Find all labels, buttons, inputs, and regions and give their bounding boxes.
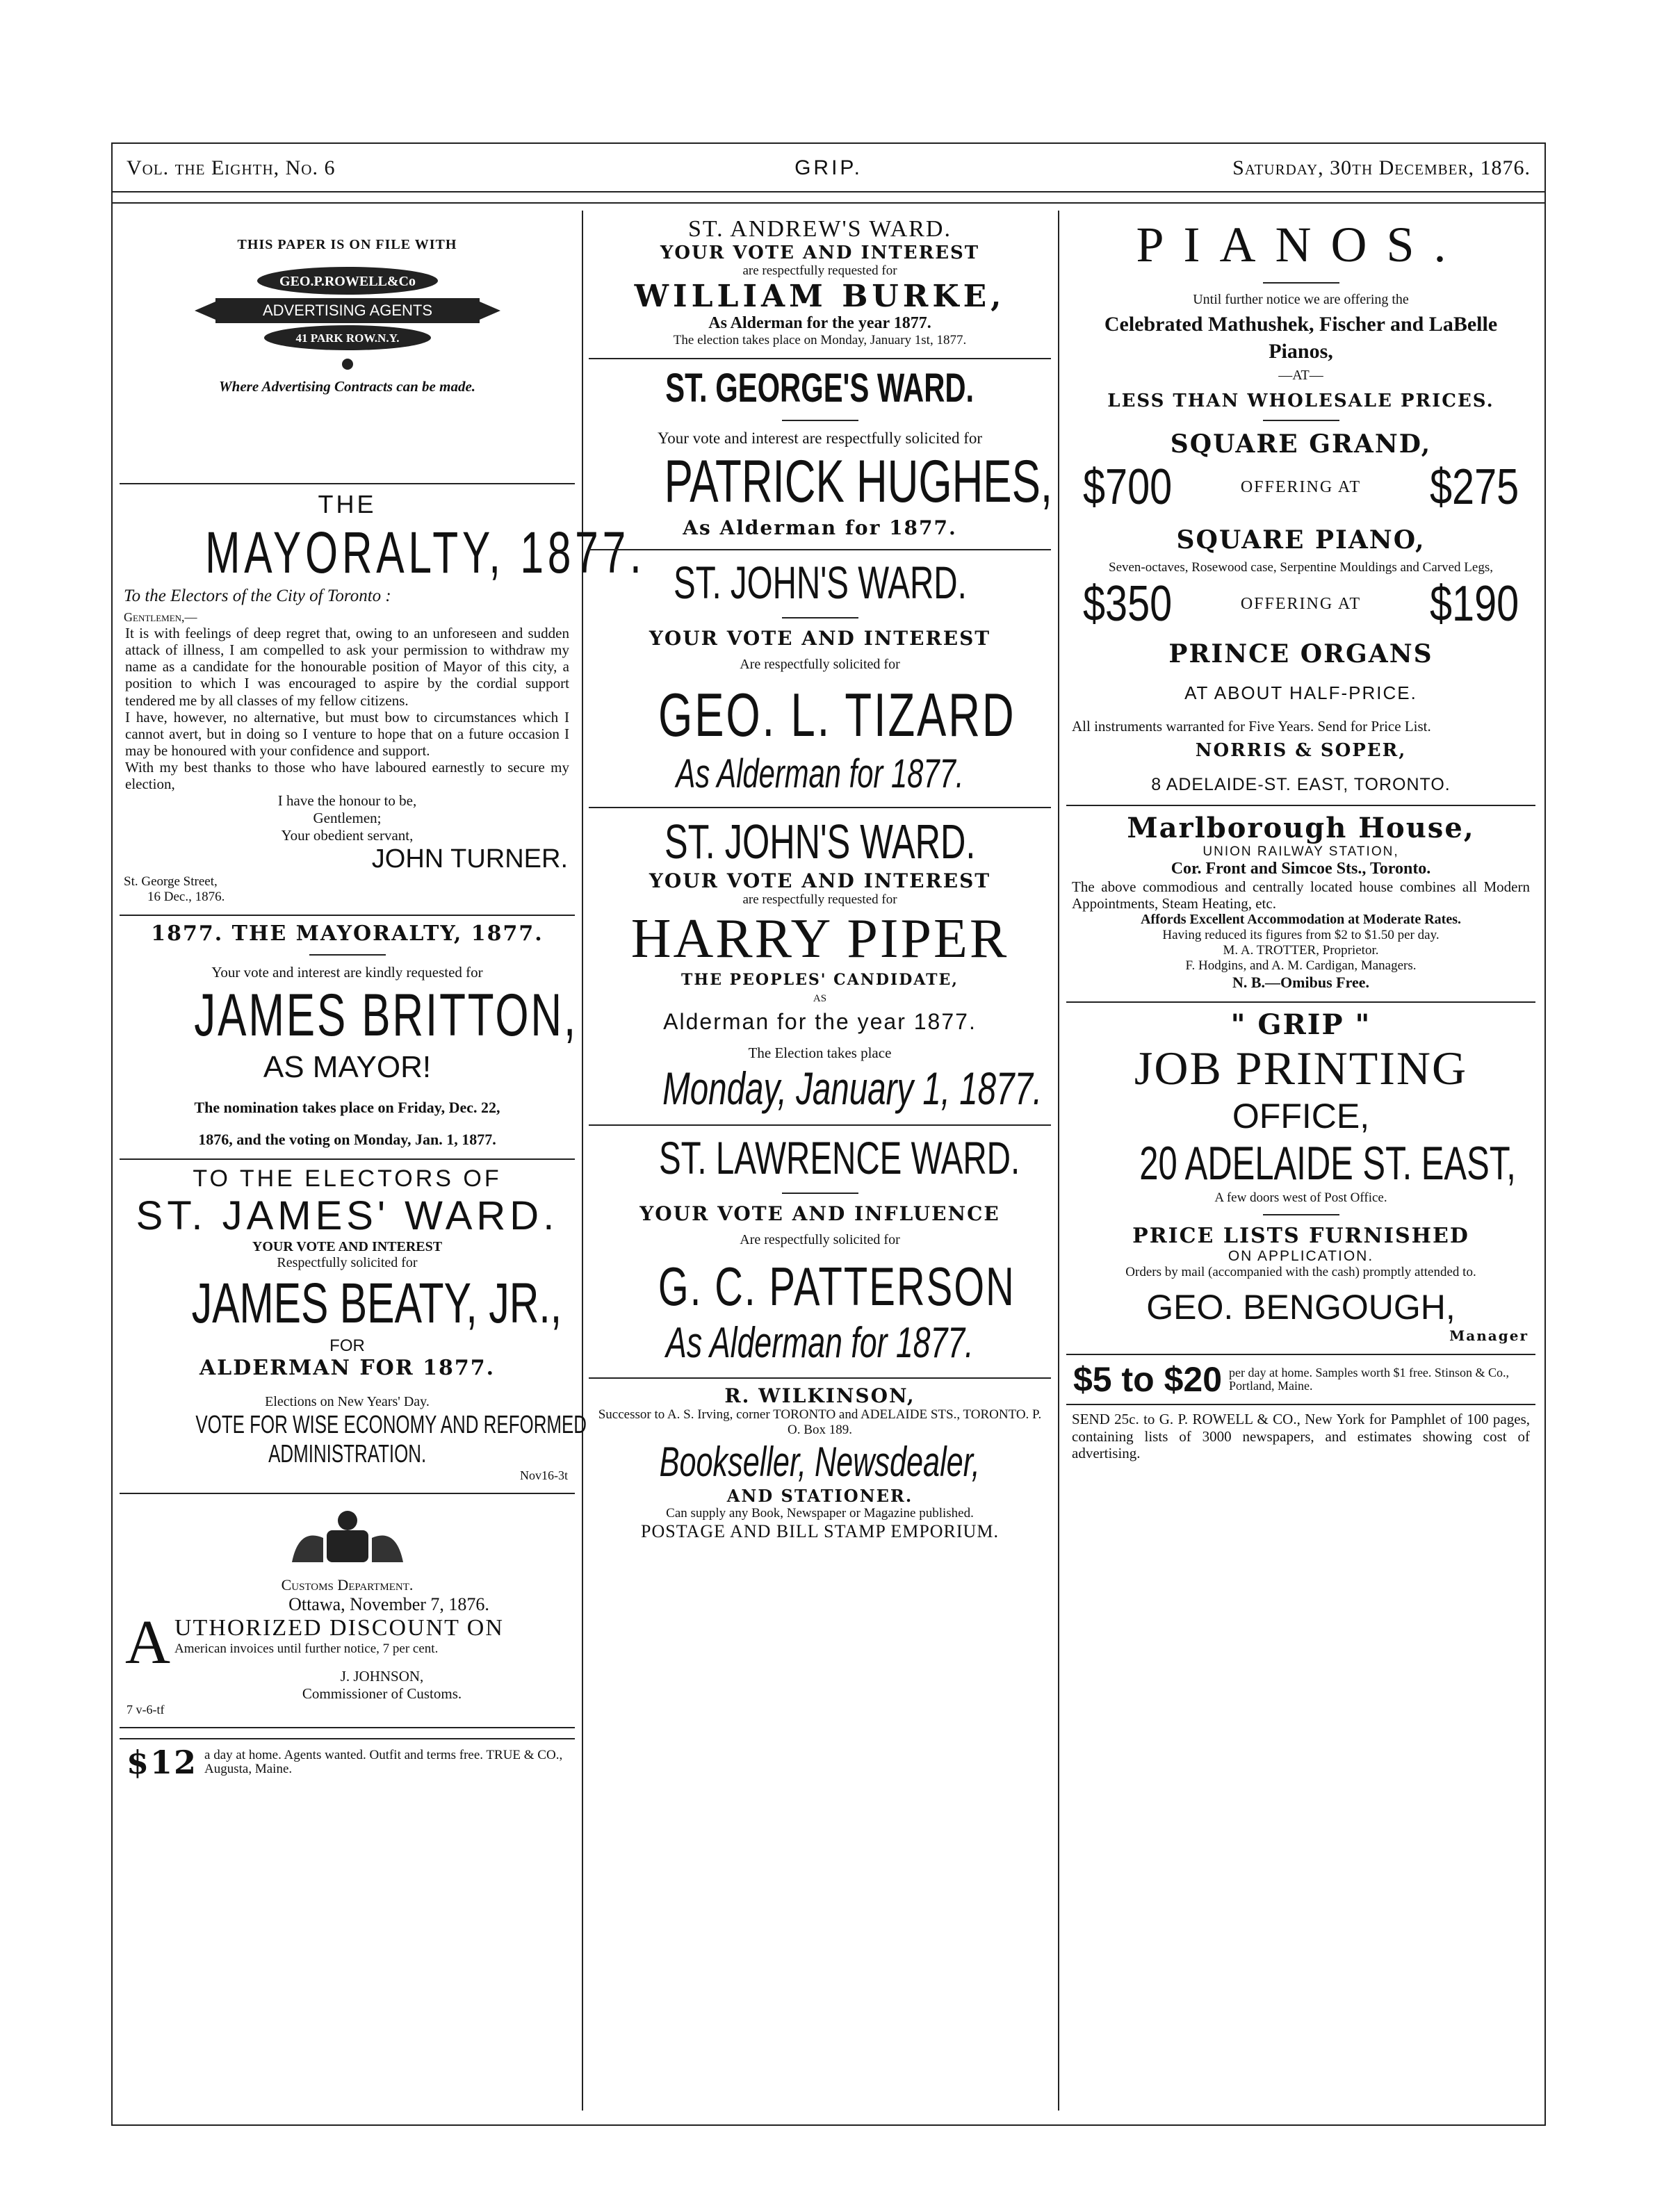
rowell-file-notice	[120, 211, 575, 484]
organs-price: AT ABOUT HALF-PRICE.	[1184, 682, 1417, 703]
hughes-ad	[589, 359, 1051, 550]
beaty-alderman-ad	[120, 1160, 587, 1494]
grand-new-price: $275	[1429, 459, 1519, 515]
piper-candidate: THE PEOPLES' CANDIDATE,	[681, 971, 959, 989]
britton-nomination: The nomination takes place on Friday, Dec. 22,	[194, 1099, 500, 1117]
patterson-name: G. C. PATTERSON	[658, 1256, 1016, 1317]
pianos-warranty: All instruments warranted for Five Years. Send for Price List.	[1072, 718, 1431, 735]
piano-heading: SQUARE PIANO,	[1176, 525, 1426, 555]
beaty-to: TO THE ELECTORS OF	[193, 1165, 502, 1193]
customs-code: 7 v-6-tf	[127, 1703, 165, 1717]
marlborough-prop: M. A. TROTTER, Proprietor.	[1223, 943, 1379, 958]
piano-price-row	[1066, 575, 1535, 632]
britton-name: JAMES BRITTON,	[194, 982, 578, 1049]
newspaper-page	[111, 142, 1546, 2126]
piper-name: HARRY PIPER	[630, 908, 1009, 969]
piper-as: AS	[813, 993, 827, 1004]
masthead	[113, 144, 1544, 192]
beaty-name: JAMES BEATY, JR.,	[191, 1272, 562, 1336]
rowell-ad	[1066, 1405, 1535, 1470]
tizard-req: Are respectfully solicited for	[740, 657, 900, 672]
grip-price: PRICE LISTS FURNISHED	[1132, 1224, 1469, 1249]
paper-title: GRIP.	[794, 156, 863, 179]
hughes-req: Your vote and interest are respectfully solicited for	[657, 429, 983, 447]
beaty-for: FOR	[329, 1336, 365, 1356]
marlborough-reduced: Having reduced its figures from $2 to $1.50 per day.	[1162, 928, 1440, 943]
letter-body: It is with feelings of deep regret that, owing to an unforeseen and sudden attack of illness, I am compelled to ask your permission to withdraw my name as a candidate for the honourable position of Mayor of this city, a position to which I was encouraged to aspire by the cordial support tendered me by all classes of my fellow citizens.	[125, 625, 569, 709]
grip-application: ON APPLICATION.	[1228, 1248, 1374, 1265]
customs-notice	[120, 1494, 575, 1728]
patterson-ad	[589, 1126, 1051, 1379]
beaty-ward: ST. JAMES' WARD.	[136, 1193, 559, 1239]
customs-body: American invoices until further notice, 7 per cent.	[174, 1641, 439, 1657]
beaty-vote: YOUR VOTE AND INTEREST	[252, 1239, 443, 1255]
wilkinson-stationer: AND STATIONER.	[726, 1486, 913, 1506]
marlborough-name: Marlborough House,	[1127, 812, 1475, 845]
tizard-vote: YOUR VOTE AND INTEREST	[649, 627, 991, 650]
grand-offering: OFFERING AT	[1240, 477, 1362, 496]
file-notice: THIS PAPER IS ON FILE WITH	[237, 237, 457, 252]
stinson-amount: $5 to $20	[1073, 1360, 1223, 1400]
turner-mayoralty-ad	[120, 484, 646, 916]
patterson-req: Are respectfully solicited for	[740, 1232, 900, 1247]
patterson-alderman: As Alderman for 1877.	[666, 1319, 974, 1367]
beaty-elections: Elections on New Years' Day.	[265, 1394, 430, 1410]
burke-name: WILLIAM BURKE,	[634, 279, 1006, 314]
britton-voting: 1876, and the voting on Monday, Jan. 1, 1877.	[198, 1131, 496, 1149]
piper-date: Monday, January 1, 1877.	[662, 1063, 1043, 1114]
signature: JOHN TURNER.	[371, 844, 568, 874]
rowell-text: SEND 25c. to G. P. ROWELL & CO., New York for Pamphlet of 100 pages, containing lists of 3000 newspapers, and estimates showing cost of advertising.	[1072, 1411, 1530, 1461]
mayoralty-title: MAYORALTY, 1877.	[205, 520, 646, 585]
piano-new-price: $190	[1429, 576, 1519, 632]
pianos-at: —AT—	[1278, 368, 1323, 383]
closing-3: Your obedient servant,	[281, 827, 414, 844]
britton-mayor-ad	[120, 916, 578, 1160]
pianos-seller: NORRIS & SOPER,	[1195, 740, 1407, 762]
royal-coat-of-arms-icon	[278, 1507, 417, 1569]
true-co-text: a day at home. Agents wanted. Outfit and terms free. TRUE & CO., Augusta, Maine.	[204, 1747, 563, 1777]
customs-dept: Customs Department.	[281, 1576, 414, 1594]
patterson-ward: ST. LAWRENCE WARD.	[658, 1132, 1020, 1183]
grip-role: Manager	[1449, 1327, 1528, 1345]
column-2	[589, 211, 1051, 2111]
grip-address: 20 ADELAIDE ST. EAST,	[1139, 1137, 1516, 1190]
tizard-alderman: As Alderman for 1877.	[676, 751, 964, 796]
stinson-ad	[1066, 1355, 1535, 1405]
tizard-name: GEO. L. TIZARD	[658, 680, 1016, 749]
wilkinson-name: R. WILKINSON,	[724, 1384, 915, 1407]
marlborough-station: UNION RAILWAY STATION,	[1202, 844, 1399, 860]
burke-vote: YOUR VOTE AND INTEREST	[660, 243, 980, 263]
grip-manager: GEO. BENGOUGH,	[1146, 1288, 1456, 1327]
column-3	[1066, 211, 1535, 2111]
wilkinson-successor: Successor to A. S. Irving, corner TORONTO and ADELAIDE STS., TORONTO. P. O. Box 189.	[598, 1407, 1042, 1437]
customs-dropcap: A	[125, 1615, 170, 1669]
pianos-ad	[1066, 211, 1535, 806]
piano-desc: Seven-octaves, Rosewood case, Serpentine Mouldings and Carved Legs,	[1109, 560, 1493, 575]
true-co-ad	[120, 1738, 575, 1785]
stinson-text: per day at home. Samples worth $1 free. Stinson & Co., Portland, Maine.	[1229, 1365, 1509, 1393]
burke-election: The election takes place on Monday, January 1st, 1877.	[673, 333, 967, 347]
grip-printing-ad	[1066, 1003, 1535, 1355]
column-divider	[582, 211, 583, 2111]
burke-ad	[589, 211, 1051, 359]
wilkinson-supply: Can supply any Book, Newspaper or Magazine published.	[666, 1506, 974, 1521]
customs-signer: J. JOHNSON,	[340, 1668, 424, 1685]
grand-old-price: $700	[1083, 459, 1173, 515]
tizard-ward: ST. JOHN'S WARD.	[673, 557, 967, 608]
piper-alderman: Alderman for the year 1877.	[663, 1009, 977, 1034]
logo-line-3: 41 PARK ROW.N.Y.	[295, 331, 400, 345]
hughes-ward: ST. GEORGE'S WARD.	[665, 366, 975, 411]
rowell-logo-icon	[167, 260, 528, 378]
pianos-notice: Until further notice we are offering the	[1193, 292, 1409, 307]
grip-orders: Orders by mail (accompanied with the cash) promptly attended to.	[1125, 1265, 1476, 1280]
piper-election: The Election takes place	[748, 1044, 892, 1061]
pianos-brands: Celebrated Mathushek, Fischer and LaBelle Pianos,	[1104, 313, 1498, 363]
customs-date: Ottawa, November 7, 1876.	[288, 1594, 489, 1615]
burke-alderman: As Alderman for the year 1877.	[708, 314, 931, 332]
address-1: St. George Street,	[124, 874, 218, 890]
pianos-address: 8 ADELAIDE-ST. EAST, TORONTO.	[1151, 775, 1451, 795]
volume-label: Vol. the Eighth, No. 6	[127, 156, 336, 179]
britton-as-mayor: AS MAYOR!	[263, 1050, 432, 1085]
marlborough-omnibus: N. B.—Omibus Free.	[1232, 974, 1369, 992]
beaty-solicited: Respectfully solicited for	[277, 1255, 418, 1271]
patterson-vote: YOUR VOTE AND INFLUENCE	[639, 1202, 1000, 1225]
piper-ad	[589, 808, 1051, 1126]
closing-1: I have the honour to be,	[277, 792, 417, 810]
beaty-alderman: ALDERMAN FOR 1877.	[199, 1356, 496, 1381]
beaty-code: Nov16-3t	[520, 1468, 568, 1483]
logo-caption: Where Advertising Contracts can be made.	[218, 378, 476, 395]
grip-name: " GRIP "	[1230, 1008, 1371, 1042]
britton-request: Your vote and interest are kindly requested for	[211, 964, 483, 981]
to-electors: To the Electors of the City of Toronto :	[124, 587, 391, 605]
salutation: Gentlemen,—	[124, 610, 197, 624]
britton-heading: 1877. THE MAYORALTY, 1877.	[151, 921, 544, 947]
hughes-alderman: As Alderman for 1877.	[683, 516, 957, 539]
piper-req: are respectfully requested for	[742, 892, 897, 907]
burke-ward: ST. ANDREW'S WARD.	[687, 216, 952, 242]
customs-heading: UTHORIZED DISCOUNT ON	[174, 1615, 504, 1641]
grip-job: JOB PRINTING	[1134, 1042, 1468, 1095]
pianos-title: PIANOS.	[1136, 217, 1466, 272]
beaty-slogan-1: VOTE FOR WISE ECONOMY AND REFORMED	[195, 1410, 587, 1439]
hughes-name: PATRICK HUGHES,	[664, 448, 1053, 515]
wilkinson-ad	[589, 1379, 1051, 1552]
letter-body-3: With my best thanks to those who have laboured earnestly to secure my election,	[125, 759, 569, 793]
logo-line-1: GEO.P.ROWELL&Co	[279, 274, 416, 289]
column-divider	[1058, 211, 1059, 2111]
grip-office: OFFICE,	[1232, 1097, 1370, 1136]
marlborough-corner: Cor. Front and Simcoe Sts., Toronto.	[1171, 860, 1431, 878]
customs-title: Commissioner of Customs.	[302, 1685, 462, 1703]
grand-price-row	[1066, 459, 1535, 516]
address-2: 16 Dec., 1876.	[147, 890, 225, 905]
closing-2: Gentlemen;	[313, 810, 382, 827]
issue-date: Saturday, 30th December, 1876.	[1232, 156, 1531, 179]
true-co-amount: $12	[127, 1744, 198, 1782]
beaty-slogan-2: ADMINISTRATION.	[268, 1439, 427, 1468]
tizard-ad	[589, 550, 1051, 808]
grip-few: A few doors west of Post Office.	[1214, 1190, 1387, 1206]
piano-old-price: $350	[1083, 576, 1173, 632]
grand-heading: SQUARE GRAND,	[1170, 429, 1432, 459]
burke-req: are respectfully requested for	[742, 263, 897, 278]
the-heading: THE	[318, 490, 377, 518]
column-1	[120, 211, 646, 2111]
piper-ward: ST. JOHN'S WARD.	[664, 814, 976, 869]
wilkinson-trade: Bookseller, Newsdealer,	[659, 1439, 981, 1485]
marlborough-ad	[1066, 806, 1535, 1003]
marlborough-managers: F. Hodgins, and A. M. Cardigan, Managers.	[1185, 958, 1417, 974]
double-rule	[113, 202, 1544, 204]
marlborough-desc: The above commodious and centrally located house combines all Modern Appointments, Steam Heating, etc.	[1072, 878, 1530, 912]
pianos-less: LESS THAN WHOLESALE PRICES.	[1107, 391, 1494, 411]
organs-heading: PRINCE ORGANS	[1168, 639, 1433, 669]
piper-vote: YOUR VOTE AND INTEREST	[649, 869, 991, 892]
piano-offering: OFFERING AT	[1240, 594, 1362, 613]
letter-body-2: I have, however, no alternative, but must bow to circumstances which I cannot avert, but in doing so I venture to hope that on a future occasion I may be honoured with your confidence and support.	[125, 708, 569, 759]
wilkinson-emporium: POSTAGE AND BILL STAMP EMPORIUM.	[641, 1521, 999, 1541]
logo-line-2: ADVERTISING AGENTS	[262, 302, 432, 319]
marlborough-affords: Affords Excellent Accommodation at Moderate Rates.	[1140, 912, 1461, 928]
